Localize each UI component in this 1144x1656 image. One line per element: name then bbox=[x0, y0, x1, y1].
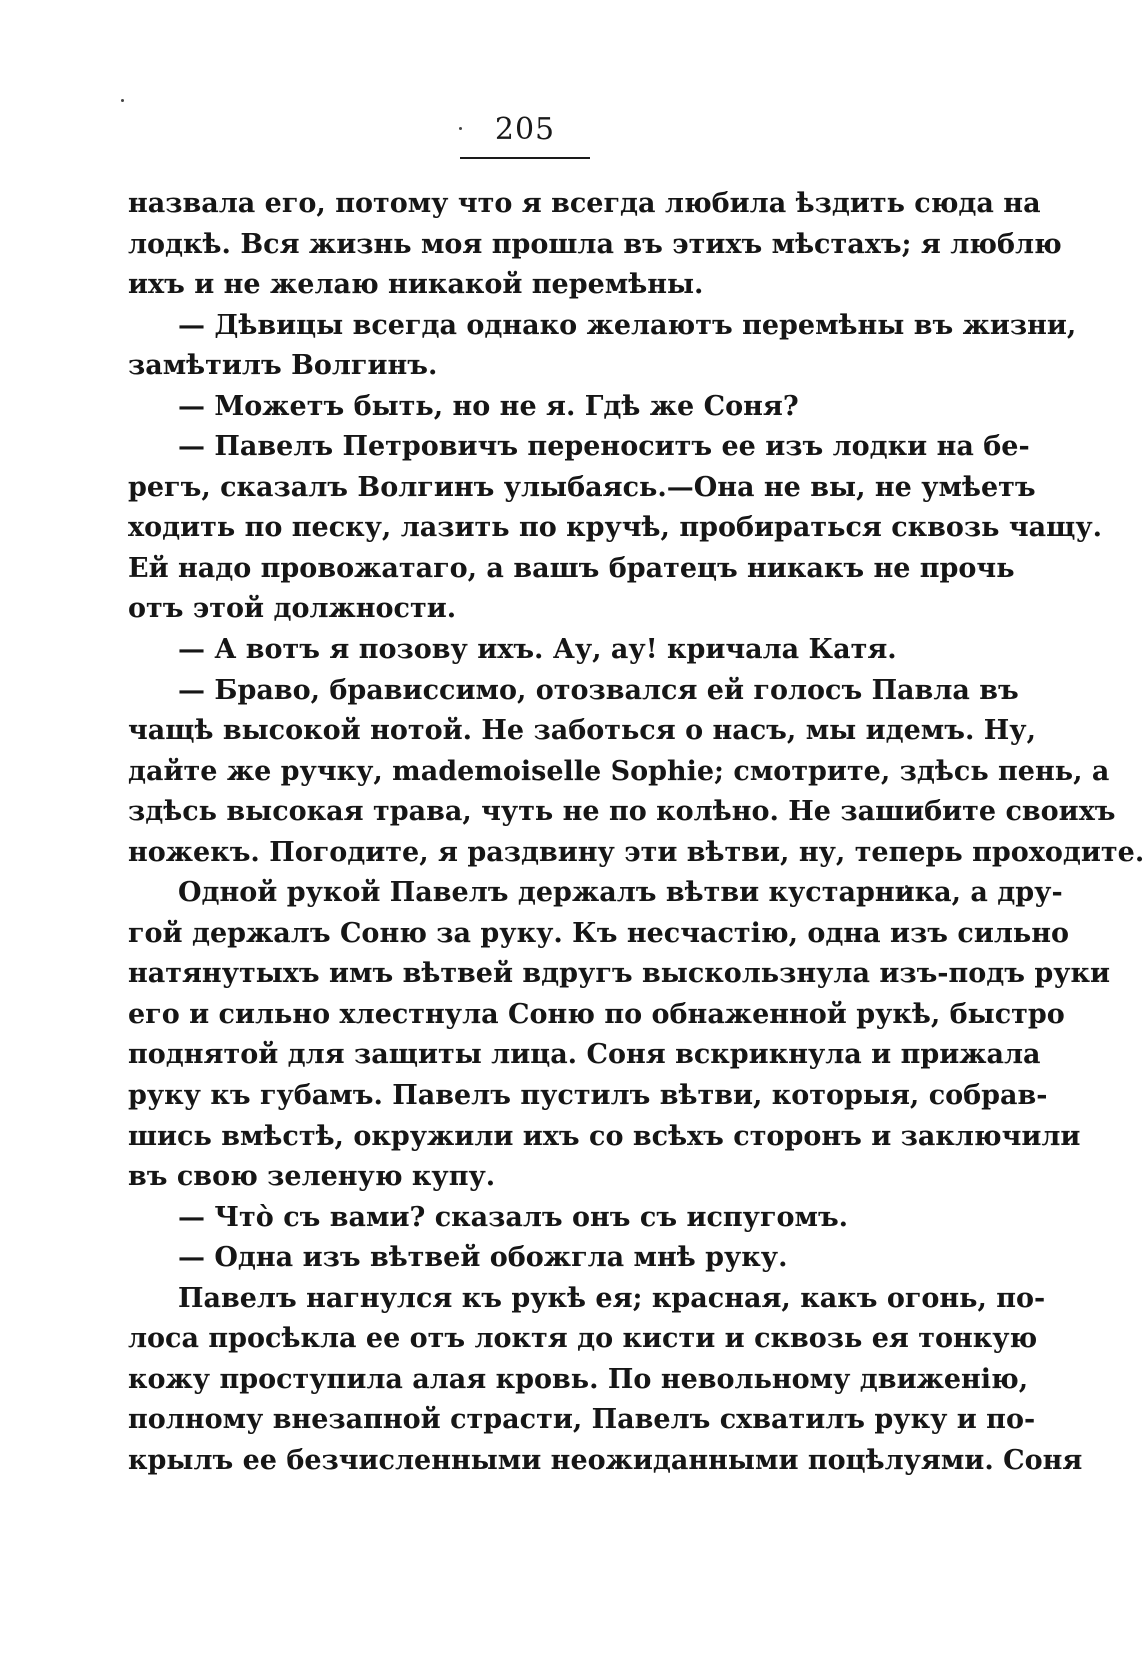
text-line: чащѣ высокой нотой. Не заботься о насъ, мы идемъ. Ну, bbox=[128, 715, 1036, 747]
page-number-area bbox=[460, 112, 590, 148]
text-line: натянутыхъ имъ вѣтвей вдругъ выскользнула изъ-подъ руки bbox=[128, 958, 1111, 990]
text-line: — Дѣвицы всегда однако желаютъ перемѣны въ жизни, bbox=[178, 309, 1077, 341]
text-line: назвала его, потому что я всегда любила ѣздить сюда на bbox=[128, 188, 1041, 219]
text-line: ихъ и не желаю никакой перемѣны. bbox=[128, 269, 704, 301]
text-line: въ свою зеленую купу. bbox=[128, 1161, 496, 1193]
text-line: шись вмѣстѣ, окружили ихъ со всѣхъ сторонъ и заключили bbox=[128, 1120, 1081, 1152]
text-line: — Павелъ Петровичъ переноситъ ее изъ лодки на бе- bbox=[178, 431, 1030, 463]
text-line: лоса просѣкла ее отъ локтя до кисти и сквозь ея тонкую bbox=[128, 1323, 1038, 1355]
text-line: — Браво, брависсимо, отозвался ей голосъ Павла въ bbox=[178, 674, 1019, 706]
text-line: регъ, сказалъ Волгинъ улыбаясь.—Она не вы, не умѣетъ bbox=[128, 471, 1036, 503]
text-line: кожу проступила алая кровь. По невольному движенію, bbox=[128, 1363, 1029, 1395]
ink-speck bbox=[121, 99, 124, 102]
text-line: лодкѣ. Вся жизнь моя прошла въ этихъ мѣстахъ; я люблю bbox=[128, 228, 1062, 260]
body-text bbox=[128, 184, 1144, 1482]
text-line: Ей надо провожатаго, а вашъ братецъ никакъ не прочь bbox=[128, 552, 1015, 584]
text-line: — Что̀ съ вами? сказалъ онъ съ испугомъ. bbox=[178, 1201, 849, 1233]
text-line: Павелъ нагнулся къ рукѣ ея; красная, какъ огонь, по- bbox=[178, 1282, 1046, 1314]
text-line: его и сильно хлестнула Соню по обнаженной рукѣ, быстро bbox=[128, 998, 1065, 1030]
text-line: крылъ ее безчисленными неожиданными поцѣлуями. Соня bbox=[128, 1444, 1083, 1476]
text-line: дайте же ручку, mademoiselle Sophie; смотрите, здѣсь пень, а bbox=[128, 755, 1110, 787]
text-line: ходить по песку, лазить по кручѣ, пробираться сквозь чащу. bbox=[128, 512, 1103, 544]
text-line: руку къ губамъ. Павелъ пустилъ вѣтви, которыя, собрав- bbox=[128, 1080, 1048, 1112]
text-line: здѣсь высокая трава, чуть не по колѣно. Не зашибите своихъ bbox=[128, 796, 1116, 828]
text-line: замѣтилъ Волгинъ. bbox=[128, 350, 438, 382]
text-line: Одной рукой Павелъ держалъ вѣтви кустарника, а дру- bbox=[178, 877, 1063, 909]
text-line: поднятой для защиты лица. Соня вскрикнула и прижала bbox=[128, 1039, 1041, 1071]
text-line: полному внезапной страсти, Павелъ схватилъ руку и по- bbox=[128, 1404, 1036, 1436]
text-line: — А вотъ я позову ихъ. Ау, ау! кричала Катя. bbox=[178, 634, 897, 666]
page-number-rule bbox=[460, 157, 590, 159]
text-line: — Можетъ быть, но не я. Гдѣ же Соня? bbox=[178, 390, 799, 422]
text-line: — Одна изъ вѣтвей обожгла мнѣ руку. bbox=[178, 1242, 788, 1274]
text-line: отъ этой должности. bbox=[128, 593, 457, 625]
page-number: 205 bbox=[494, 112, 556, 147]
text-line: ножекъ. Погодите, я раздвину эти вѣтви, ну, теперь проходите. bbox=[128, 836, 1144, 868]
text-line: гой держалъ Соню за руку. Къ несчастію, одна изъ сильно bbox=[128, 917, 1070, 949]
